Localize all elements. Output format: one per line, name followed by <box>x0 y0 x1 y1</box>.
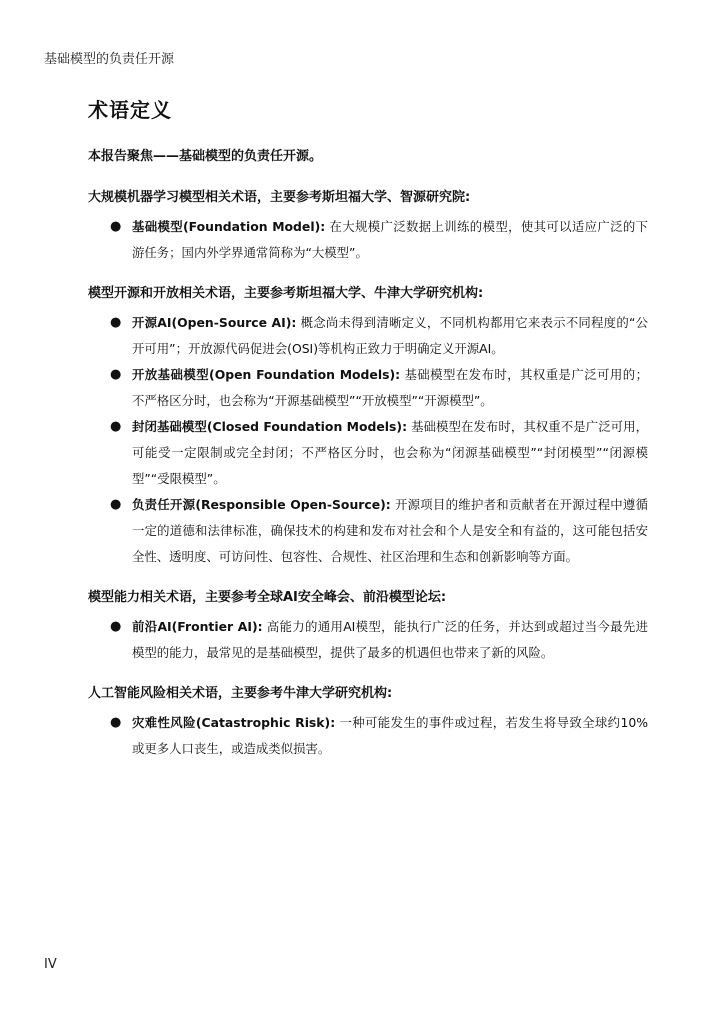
term-name: 封闭基础模型(Closed Foundation Models): <box>132 419 408 434</box>
term-name: 开放基础模型(Open Foundation Models): <box>132 367 401 382</box>
term-name: 基础模型(Foundation Model): <box>132 219 326 234</box>
term-item <box>88 492 648 570</box>
intro-statement: 本报告聚焦——基础模型的负责任开源。 <box>88 149 323 164</box>
bullet-icon: ● <box>110 497 122 512</box>
term-item <box>88 310 648 362</box>
section-heading: 模型开源和开放相关术语，主要参考斯坦福大学、牛津大学研究机构: <box>88 286 484 301</box>
term-item <box>88 414 648 492</box>
term-item <box>88 614 648 666</box>
term-definition: 高能力的通用AI模型，能执行广泛的任务，并达到或超过当今最先进模型的能力，最常见的是基础模型，提供了最多的机遇但也带来了新的风险。 <box>132 619 648 660</box>
term-definition: 开源项目的维护者和贡献者在开源过程中遵循一定的道德和法律标准，确保技术的构建和发布对社会和个人是安全和有益的，这可能包括安全性、透明度、可访问性、包容性、合规性、社区治理和生态和创新影响等方面。 <box>132 497 648 564</box>
section-open-models <box>88 284 648 570</box>
term-definition: 一种可能发生的事件或过程，若发生将导致全球约10%或更多人口丧生，或造成类似损害。 <box>132 715 648 756</box>
document-body <box>88 94 648 780</box>
section-capability <box>88 588 648 666</box>
bullet-icon: ● <box>110 367 122 382</box>
term-item <box>88 710 648 762</box>
section-risk <box>88 684 648 762</box>
term-list <box>88 214 648 266</box>
term-definition: 基础模型在发布时，其权重是广泛可用的；不严格区分时，也会称为“开源基础模型”“开放模型”“开源模型”。 <box>132 367 648 408</box>
term-name: 前沿AI(Frontier AI): <box>132 619 263 634</box>
bullet-icon: ● <box>110 419 122 434</box>
section-heading: 大规模机器学习模型相关术语，主要参考斯坦福大学、智源研究院: <box>88 190 471 205</box>
running-header: 基础模型的负责任开源 <box>44 52 175 67</box>
term-list <box>88 614 648 666</box>
bullet-icon: ● <box>110 219 122 234</box>
term-name: 灾难性风险(Catastrophic Risk): <box>132 715 336 730</box>
term-list <box>88 310 648 570</box>
term-definition: 概念尚未得到清晰定义，不同机构都用它来表示不同程度的“公开可用”；开放源代码促进会(OSI)等机构正致力于明确定义开源AI。 <box>132 315 648 356</box>
term-item <box>88 362 648 414</box>
section-heading: 人工智能风险相关术语，主要参考牛津大学研究机构: <box>88 686 393 701</box>
bullet-icon: ● <box>110 619 122 634</box>
term-definition: 在大规模广泛数据上训练的模型，使其可以适应广泛的下游任务；国内外学界通常简称为“大模型”。 <box>132 219 649 260</box>
term-name: 负责任开源(Responsible Open-Source): <box>132 497 391 512</box>
section-heading: 模型能力相关术语，主要参考全球AI安全峰会、前沿模型论坛: <box>88 590 447 605</box>
bullet-icon: ● <box>110 315 122 330</box>
page-number: IV <box>44 957 57 972</box>
section-large-models <box>88 188 648 266</box>
term-list <box>88 710 648 762</box>
term-name: 开源AI(Open-Source AI): <box>132 315 297 330</box>
page-title: 术语定义 <box>88 98 172 122</box>
term-item <box>88 214 648 266</box>
term-definition: 基础模型在发布时，其权重不是广泛可用，可能受一定限制或完全封闭；不严格区分时，也会称为“闭源基础模型”“封闭模型”“闭源模型”“受限模型”。 <box>132 419 649 486</box>
bullet-icon: ● <box>110 715 122 730</box>
